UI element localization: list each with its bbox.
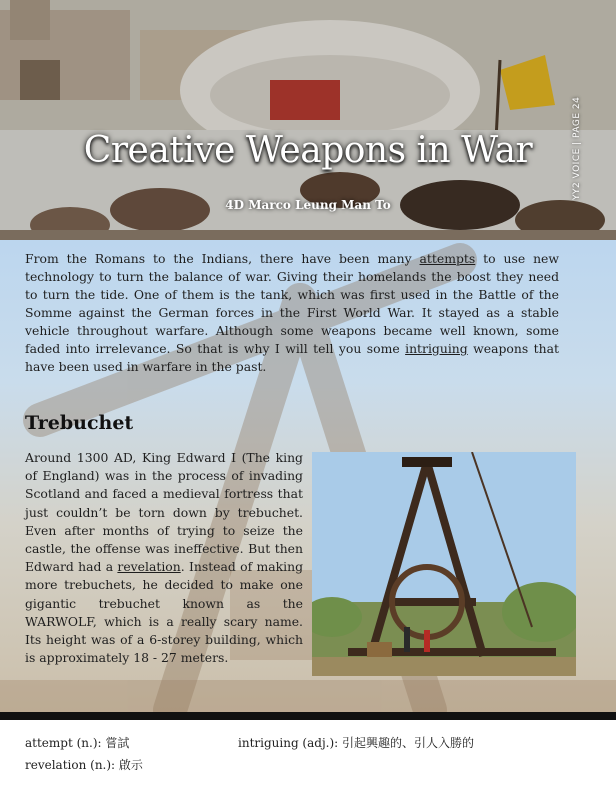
glossary-meaning: 啟示 [118, 758, 143, 772]
trebuchet-photo [312, 452, 576, 676]
glossary-term: revelation (n.): [25, 758, 116, 772]
glossary-attempt [25, 734, 129, 751]
glossary-term: intriguing (adj.): [238, 736, 339, 750]
page-side-label: YY2 VOICE | PAGE 24 [572, 96, 582, 200]
trebuchet-photo-image [312, 452, 576, 676]
intro-paragraph [25, 250, 559, 376]
glossary-meaning: 嘗試 [105, 736, 130, 750]
vocab-revelation: revelation [117, 559, 181, 575]
glossary-term: attempt (n.): [25, 736, 102, 750]
article-title: Creative Weapons in War [83, 130, 533, 171]
trebuchet-text-2: . Instead of making more trebuchets, he decided to make one gigantic trebuchet known as the WARWOLF, which is a really scary name. Its height was of a 6-storey building, which is approximately 18 - 27 meters. [25, 559, 303, 666]
vocab-attempts: attempts [419, 251, 476, 266]
intro-text-2: to use new technology to turn the balance of war. Giving their homelands the boost they need to turn the tide. One of them is the tank, which was first used in the Battle of the Somme against the German forces in the First World War. It stayed as a stable vehicle throughout warfare. Although some weapons became well known, some faded into irrelevance. So that is why I will tell you some [25, 251, 559, 356]
vocab-intriguing: intriguing [405, 341, 468, 356]
trebuchet-paragraph [25, 449, 303, 667]
footer-rule [0, 712, 616, 720]
section-heading-trebuchet: Trebuchet [25, 412, 134, 434]
intro-text-3: weapons that have been used in warfare in the past. [25, 341, 559, 374]
glossary-revelation [25, 756, 143, 773]
author-byline: 4D Marco Leung Man To [225, 198, 391, 212]
trebuchet-text-1: Around 1300 AD, King Edward I (The king of England) was in the process of invading Scotland and faced a medieval fortress that just couldn’t be torn down by trebuchet. Even after months of trying to seize the castle, the offense was ineffective. But then Edward had a [25, 450, 303, 575]
glossary-intriguing [238, 734, 474, 751]
header-banner [0, 0, 616, 240]
glossary-meaning: 引起興趣的、引人入勝的 [342, 736, 475, 750]
intro-text-1: From the Romans to the Indians, there have been many [25, 251, 420, 266]
